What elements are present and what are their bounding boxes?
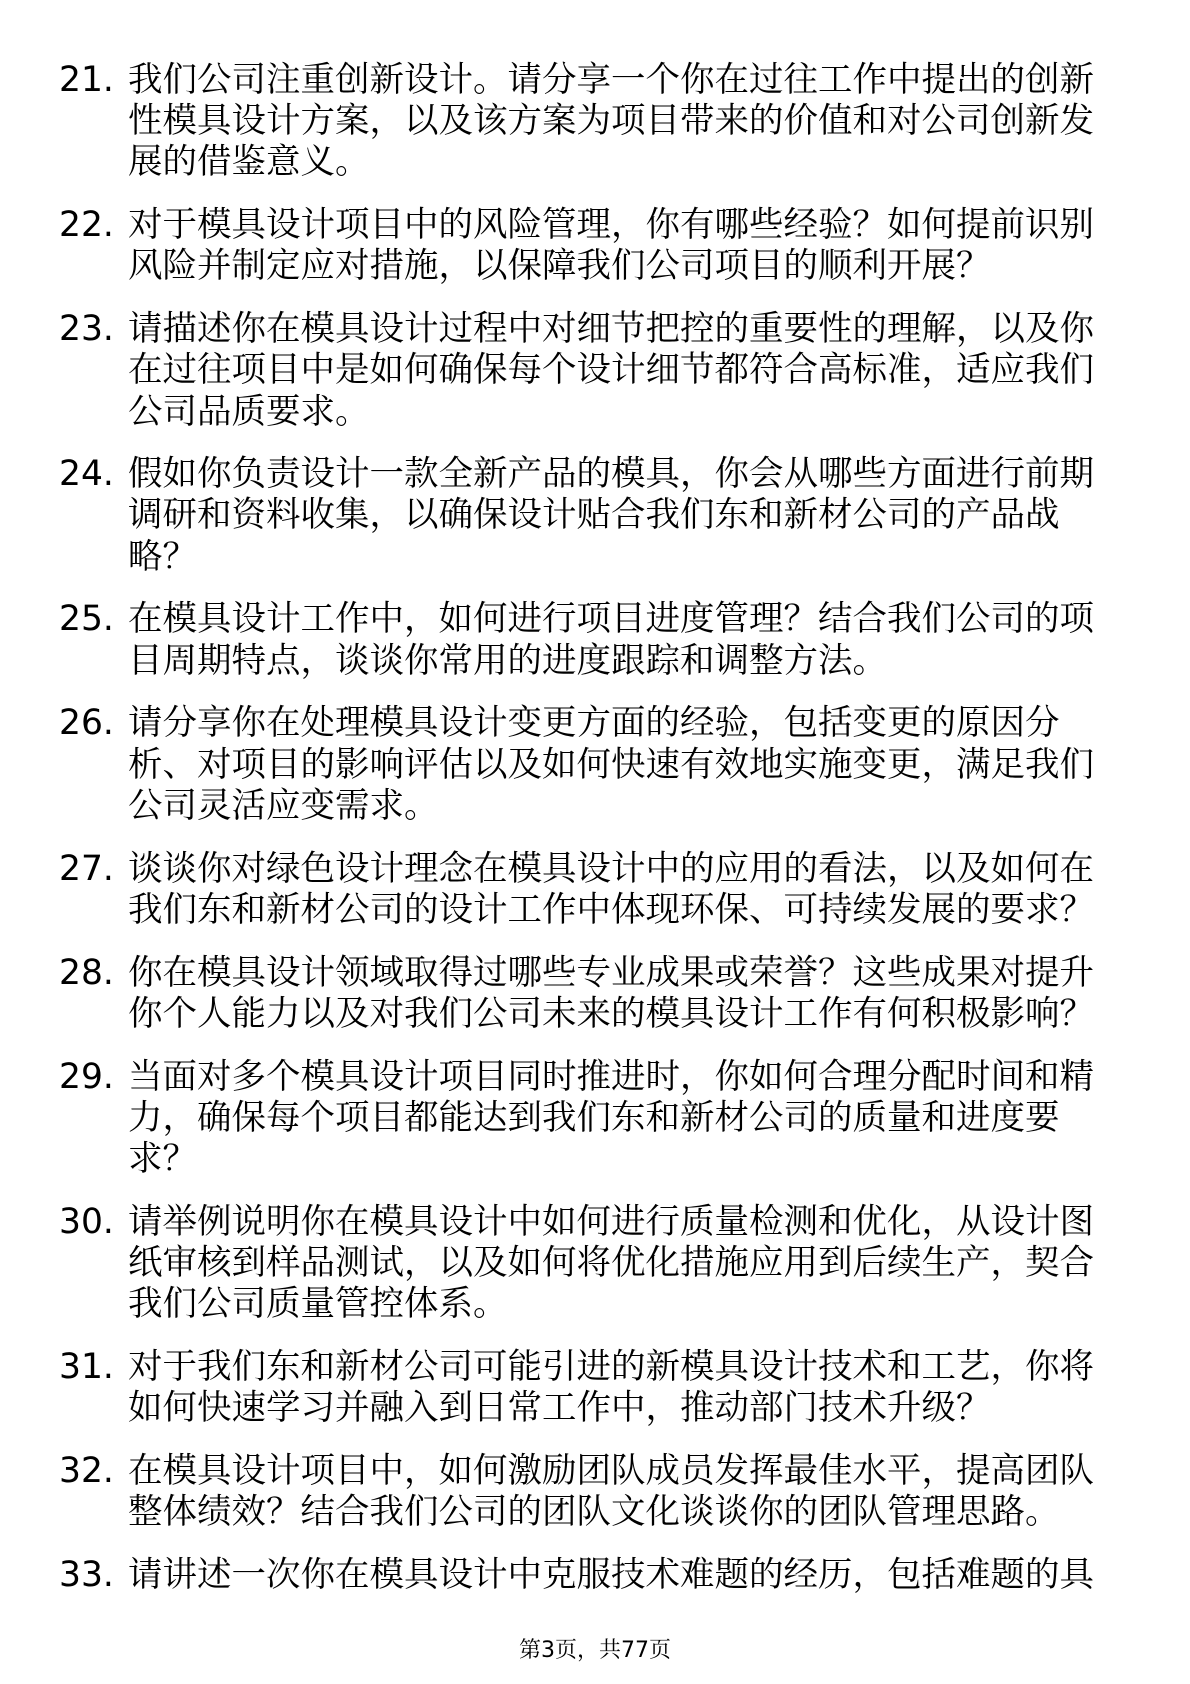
question-text-line: 求？: [128, 1138, 197, 1179]
question-item: [0, 205, 1190, 287]
question-text-line: 在过往项目中是如何确保每个设计细节都符合高标准，适应我们: [128, 350, 1094, 391]
question-number: 22.: [59, 205, 114, 246]
question-number: 27.: [59, 848, 114, 889]
question-text-line: 风险并制定应对措施，以保障我们公司项目的顺利开展？: [128, 246, 991, 287]
question-text-line: 假如你负责设计一款全新产品的模具，你会从哪些方面进行前期: [128, 454, 1094, 495]
question-text-line: 对于模具设计项目中的风险管理，你有哪些经验？如何提前识别: [128, 205, 1094, 246]
question-item: [0, 309, 1190, 433]
question-text-line: 请分享你在处理模具设计变更方面的经验，包括变更的原因分: [128, 703, 1060, 744]
question-text-line: 对于我们东和新材公司可能引进的新模具设计技术和工艺，你将: [128, 1346, 1094, 1387]
question-text-line: 公司灵活应变需求。: [128, 785, 439, 826]
question-number: 26.: [59, 703, 114, 744]
question-number: 32.: [59, 1450, 114, 1491]
question-text-line: 在模具设计项目中，如何激励团队成员发挥最佳水平，提高团队: [128, 1450, 1094, 1491]
question-item: [0, 599, 1190, 681]
question-number: 25.: [59, 599, 114, 640]
question-number: 28.: [59, 952, 114, 993]
question-number: 31.: [59, 1346, 114, 1387]
question-item: [0, 1555, 1190, 1596]
question-number: 21.: [59, 60, 114, 100]
question-text-line: 在模具设计工作中，如何进行项目进度管理？结合我们公司的项: [128, 599, 1094, 640]
question-text-line: 你在模具设计领域取得过哪些专业成果或荣誉？这些成果对提升: [128, 952, 1094, 993]
page-footer: 第3页，共77页: [519, 1638, 671, 1663]
question-item: [0, 1451, 1190, 1533]
question-text-line: 力，确保每个项目都能达到我们东和新材公司的质量和进度要: [128, 1097, 1060, 1138]
question-text-line: 展的借鉴意义。: [128, 142, 370, 183]
question-text-line: 略？: [128, 536, 197, 577]
question-item: [0, 1057, 1190, 1181]
question-number: 23.: [59, 309, 114, 350]
question-number: 30.: [59, 1201, 114, 1242]
question-text-line: 我们东和新材公司的设计工作中体现环保、可持续发展的要求？: [128, 889, 1094, 930]
question-text-line: 请讲述一次你在模具设计中克服技术难题的经历，包括难题的具: [128, 1554, 1094, 1595]
question-item: [0, 703, 1190, 827]
question-text-line: 如何快速学习并融入到日常工作中，推动部门技术升级？: [128, 1388, 991, 1428]
question-text-line: 请举例说明你在模具设计中如何进行质量检测和优化，从设计图: [128, 1201, 1094, 1242]
question-item: [0, 1202, 1190, 1326]
question-text-line: 纸审核到样品测试，以及如何将优化措施应用到后续生产，契合: [128, 1242, 1094, 1283]
question-text-line: 我们公司质量管控体系。: [128, 1284, 508, 1325]
question-text-line: 我们公司注重创新设计。请分享一个你在过往工作中提出的创新: [128, 60, 1094, 100]
question-text-line: 析、对项目的影响评估以及如何快速有效地实施变更，满足我们: [128, 744, 1094, 785]
question-text-line: 性模具设计方案，以及该方案为项目带来的价值和对公司创新发: [128, 101, 1094, 142]
question-text-line: 谈谈你对绿色设计理念在模具设计中的应用的看法，以及如何在: [128, 848, 1094, 889]
question-item: [0, 454, 1190, 578]
question-text-line: 调研和资料收集，以确保设计贴合我们东和新材公司的产品战: [128, 495, 1060, 536]
question-list: [0, 60, 1190, 1618]
question-item: [0, 849, 1190, 931]
question-item: [0, 60, 1190, 184]
question-item: [0, 1347, 1190, 1429]
question-text-line: 你个人能力以及对我们公司未来的模具设计工作有何积极影响？: [128, 993, 1094, 1034]
question-text-line: 请描述你在模具设计过程中对细节把控的重要性的理解，以及你: [128, 309, 1094, 350]
question-number: 24.: [59, 454, 114, 495]
question-text-line: 目周期特点，谈谈你常用的进度跟踪和调整方法。: [128, 640, 887, 681]
question-item: [0, 953, 1190, 1035]
question-text-line: 整体绩效？结合我们公司的团队文化谈谈你的团队管理思路。: [128, 1491, 1060, 1532]
question-text-line: 当面对多个模具设计项目同时推进时，你如何合理分配时间和精: [128, 1056, 1094, 1097]
question-number: 29.: [59, 1056, 114, 1097]
question-text-line: 公司品质要求。: [128, 391, 370, 432]
question-number: 33.: [59, 1554, 114, 1595]
